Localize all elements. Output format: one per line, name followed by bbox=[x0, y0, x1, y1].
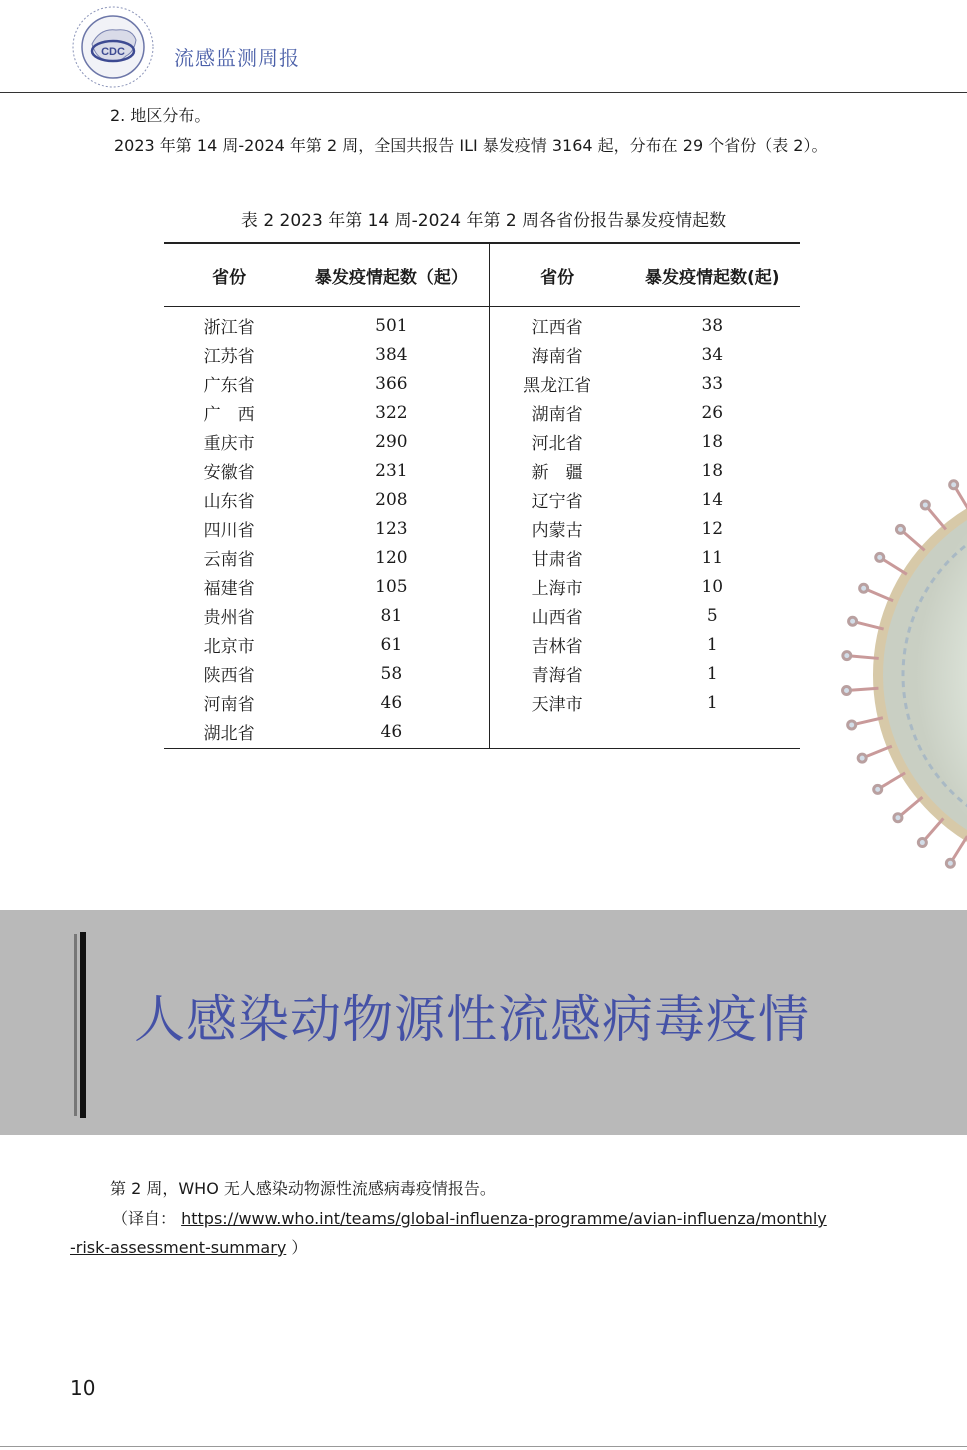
count-cell-right: 26 bbox=[701, 402, 724, 423]
logo-text: CDC bbox=[101, 46, 125, 58]
virus-spike-tip bbox=[918, 839, 926, 847]
count-cell-left: 322 bbox=[294, 398, 489, 427]
table-row bbox=[164, 514, 800, 543]
virus-spike-tip bbox=[896, 525, 904, 533]
table-row bbox=[164, 717, 800, 749]
table-row bbox=[164, 630, 800, 659]
header-province-right: 省份 bbox=[489, 243, 625, 307]
province-cell-right: 新 疆 bbox=[531, 463, 583, 483]
province-cell-left: 陕西省 bbox=[203, 666, 255, 686]
province-cell-right: 甘肃省 bbox=[531, 550, 583, 570]
virus-spike-tip bbox=[874, 785, 882, 793]
table-row bbox=[164, 485, 800, 514]
province-cell-left: 广东省 bbox=[203, 376, 255, 396]
page-number: 10 bbox=[70, 1376, 96, 1400]
count-cell-left: 61 bbox=[294, 630, 489, 659]
count-cell-right: 11 bbox=[701, 547, 724, 568]
count-cell-left: 58 bbox=[294, 659, 489, 688]
virus-spike-tip bbox=[843, 686, 851, 694]
province-cell-left: 云南省 bbox=[203, 550, 255, 570]
table-body bbox=[164, 307, 800, 749]
province-cell-right: 黑龙江省 bbox=[523, 376, 592, 396]
header-count-left: 暴发疫情起数（起） bbox=[294, 243, 489, 307]
table-row bbox=[164, 398, 800, 427]
count-cell-right: 38 bbox=[701, 315, 724, 336]
count-cell-right bbox=[625, 717, 800, 749]
province-cell-left: 江苏省 bbox=[203, 347, 255, 367]
table-row bbox=[164, 456, 800, 485]
virus-spike-tip bbox=[876, 553, 884, 561]
report-source-line-2 bbox=[70, 1235, 307, 1258]
province-cell-right: 青海省 bbox=[531, 666, 583, 686]
count-cell-left: 46 bbox=[294, 688, 489, 717]
virus-spike-tip bbox=[849, 617, 857, 625]
virus-illustration bbox=[818, 470, 967, 880]
province-cell-left: 福建省 bbox=[203, 579, 255, 599]
province-cell-left: 安徽省 bbox=[203, 463, 255, 483]
province-cell-right: 吉林省 bbox=[531, 637, 583, 657]
count-cell-right: 18 bbox=[701, 431, 724, 452]
virus-spike-tip bbox=[848, 721, 856, 729]
count-cell-left: 208 bbox=[294, 485, 489, 514]
header-province-left: 省份 bbox=[164, 243, 294, 307]
source-prefix: （译自： bbox=[112, 1209, 177, 1228]
province-cell-right: 辽宁省 bbox=[531, 492, 583, 512]
province-cell-right bbox=[489, 717, 625, 749]
table-row bbox=[164, 572, 800, 601]
outbreak-table bbox=[164, 242, 800, 749]
province-cell-left: 河南省 bbox=[203, 695, 255, 715]
count-cell-left: 366 bbox=[294, 369, 489, 398]
table-caption: 表 2 2023 年第 14 周-2024 年第 2 周各省份报告暴发疫情起数 bbox=[240, 211, 727, 231]
count-cell-right: 34 bbox=[701, 344, 724, 365]
table-row bbox=[164, 369, 800, 398]
count-cell-right: 1 bbox=[706, 634, 718, 655]
province-cell-left: 四川省 bbox=[203, 521, 255, 541]
table-header-row bbox=[164, 243, 800, 307]
count-cell-left: 231 bbox=[294, 456, 489, 485]
virus-spike-tip bbox=[843, 652, 851, 660]
table-row bbox=[164, 659, 800, 688]
province-cell-left: 贵州省 bbox=[203, 608, 255, 628]
count-cell-left: 290 bbox=[294, 427, 489, 456]
table-row bbox=[164, 427, 800, 456]
province-cell-left: 北京市 bbox=[203, 637, 255, 657]
province-cell-right: 内蒙古 bbox=[531, 521, 583, 541]
source-suffix: ） bbox=[291, 1238, 308, 1257]
province-cell-left: 重庆市 bbox=[203, 434, 255, 454]
province-cell-right: 河北省 bbox=[531, 434, 583, 454]
table-row bbox=[164, 688, 800, 717]
footer-divider bbox=[0, 1446, 967, 1447]
header-divider bbox=[0, 92, 967, 93]
count-cell-left: 123 bbox=[294, 514, 489, 543]
report-title: 流感监测周报 bbox=[174, 46, 300, 70]
banner-accent-bar bbox=[80, 932, 86, 1118]
province-cell-right: 山西省 bbox=[531, 608, 583, 628]
section-summary: 2023 年第 14 周-2024 年第 2 周，全国共报告 ILI 暴发疫情 3164 起，分布在 29 个省份（表 2）。 bbox=[114, 136, 828, 155]
count-cell-right: 5 bbox=[706, 605, 718, 626]
source-link[interactable]: https://www.who.int/teams/global-influenza-programme/avian-influenza/monthly bbox=[181, 1209, 827, 1228]
count-cell-left: 501 bbox=[294, 307, 489, 341]
count-cell-left: 81 bbox=[294, 601, 489, 630]
province-cell-left: 广 西 bbox=[203, 405, 255, 425]
table-row bbox=[164, 307, 800, 341]
province-cell-right: 湖南省 bbox=[531, 405, 583, 425]
virus-spike-tip bbox=[946, 859, 954, 867]
table-row bbox=[164, 340, 800, 369]
count-cell-right: 1 bbox=[706, 663, 718, 684]
table-row bbox=[164, 543, 800, 572]
virus-spike-tip bbox=[858, 754, 866, 762]
banner-accent-bar-thin bbox=[74, 934, 77, 1116]
count-cell-right: 33 bbox=[701, 373, 724, 394]
virus-spike-tip bbox=[950, 481, 958, 489]
province-cell-left: 浙江省 bbox=[203, 318, 255, 338]
province-cell-right: 海南省 bbox=[531, 347, 583, 367]
header-count-right: 暴发疫情起数(起) bbox=[625, 243, 800, 307]
count-cell-left: 120 bbox=[294, 543, 489, 572]
province-cell-right: 上海市 bbox=[531, 579, 583, 599]
cdc-logo bbox=[70, 4, 156, 90]
virus-spike-tip bbox=[894, 814, 902, 822]
source-link-continued[interactable]: -risk-assessment-summary bbox=[70, 1238, 287, 1257]
province-cell-right: 天津市 bbox=[531, 695, 583, 715]
virus-spike-tip bbox=[921, 501, 929, 509]
count-cell-left: 105 bbox=[294, 572, 489, 601]
virus-spike-tip bbox=[860, 584, 868, 592]
count-cell-right: 1 bbox=[706, 692, 718, 713]
count-cell-right: 18 bbox=[701, 460, 724, 481]
count-cell-right: 12 bbox=[701, 518, 724, 539]
province-cell-left: 湖北省 bbox=[164, 717, 294, 749]
count-cell-left: 384 bbox=[294, 340, 489, 369]
count-cell-right: 14 bbox=[701, 489, 724, 510]
count-cell-left: 46 bbox=[294, 717, 489, 749]
province-cell-right: 江西省 bbox=[531, 318, 583, 338]
banner-title: 人感染动物源性流感病毒疫情 bbox=[134, 991, 811, 1050]
section-heading: 2. 地区分布。 bbox=[110, 106, 211, 125]
count-cell-right: 10 bbox=[701, 576, 724, 597]
section-banner bbox=[0, 910, 967, 1135]
report-source-line bbox=[112, 1206, 827, 1229]
province-cell-left: 山东省 bbox=[203, 492, 255, 512]
table-row bbox=[164, 601, 800, 630]
report-line: 第 2 周，WHO 无人感染动物源性流感病毒疫情报告。 bbox=[110, 1179, 496, 1198]
